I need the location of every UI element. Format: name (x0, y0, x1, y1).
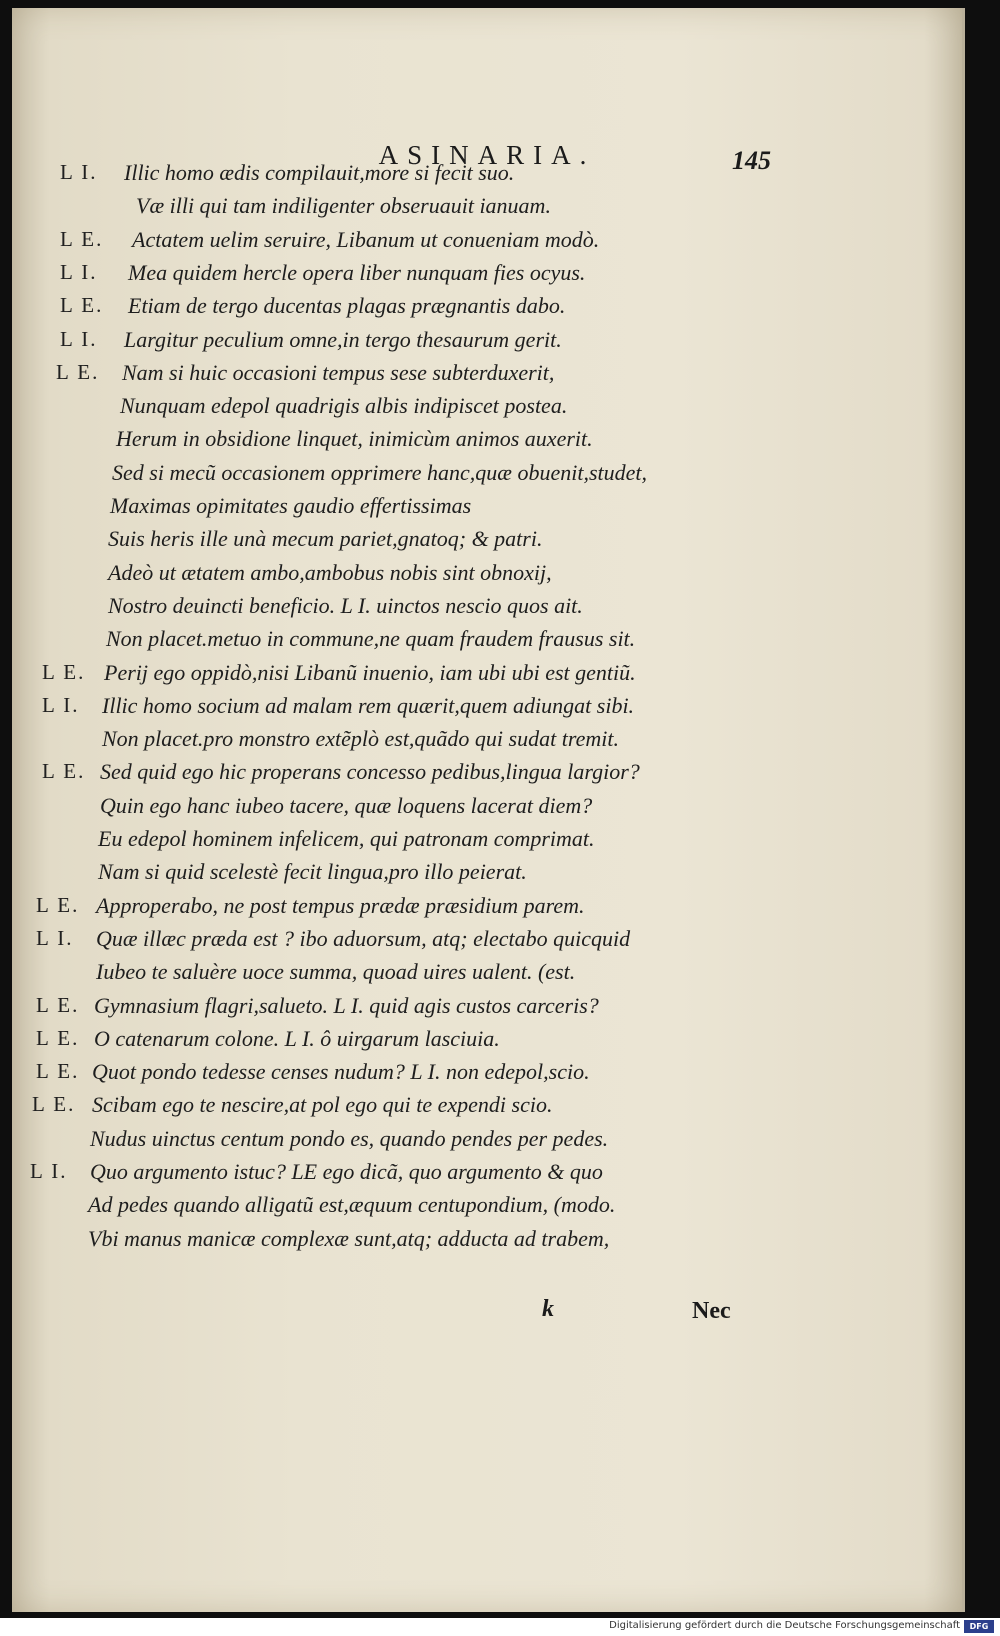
verse-text: Eu edepol hominem infelicem, qui patronam comprimat. (98, 826, 595, 851)
speaker-label: L I. (36, 925, 74, 950)
verse-text: Nostro deuincti beneficio. L I. uinctos nescio quos ait. (108, 592, 583, 618)
verse-text: Ad pedes quando alligatũ est,æquum centupondium, (modo. (88, 1192, 616, 1218)
speaker-label: L E. (36, 892, 80, 917)
verse-text: Nudus uinctus centum pondo es, quando pendes per pedes. (90, 1125, 609, 1151)
catchword: Nec (692, 1298, 731, 1324)
verse-text: Maximas opimitates gaudio effertissimas (110, 493, 472, 518)
footer-credit: Digitalisierung gefördert durch die Deutsche Forschungsgemeinschaft (609, 1620, 960, 1631)
speaker-label: L E. (60, 226, 104, 251)
verse-text: Actatem uelim seruire, Libanum ut conueniam modò. (132, 226, 600, 252)
verse-text: Herum in obsidione linquet, inimicùm animos auxerit. (116, 426, 593, 452)
speaker-label: L I. (60, 259, 98, 284)
page-number: 145 (732, 146, 771, 175)
verse-text: Largitur peculium omne,in tergo thesaurum gerit. (124, 326, 562, 352)
speaker-label: L I. (42, 692, 80, 717)
speaker-label: L E. (32, 1092, 76, 1117)
verse-text: Adeò ut ætatem ambo,ambobus nobis sint obnoxij, (108, 559, 552, 585)
verse-text: Approperabo, ne post tempus prædæ præsidium parem. (96, 892, 585, 918)
verse-text: Suis heris ille unà mecum pariet,gnatoq; & patri. (108, 526, 543, 552)
verse-text: Nunquam edepol quadrigis albis indipiscet postea. (120, 393, 568, 419)
digitization-footer (0, 1618, 1000, 1636)
verse-text: Quot pondo tedesse censes nudum? L I. non edepol,scio. (92, 1059, 590, 1085)
verse-text: O catenarum colone. L I. ô uirgarum lasciuia. (94, 1025, 500, 1051)
verse-text: Quæ illæc præda est ? ibo aduorsum, atq; electabo quicquid (96, 925, 631, 951)
verse-text: Perij ego oppidò,nisi Libanũ inuenio, iam ubi ubi est gentiũ. (104, 659, 636, 685)
running-head: ASINARIA. (378, 140, 596, 170)
verse-text: Mea quidem hercle opera liber nunquam fies ocyus. (128, 259, 586, 285)
verse-text: Væ illi qui tam indiligenter obseruauit ianuam. (136, 193, 551, 219)
speaker-label: L E. (36, 1059, 80, 1084)
verse-text: Etiam de tergo ducentas plagas prægnantis dabo. (128, 293, 566, 319)
speaker-label: L E. (60, 293, 104, 318)
verse-text: Quo argumento istuc? LE ego dicã, quo argumento & quo (90, 1159, 603, 1184)
verse-text: Sed quid ego hic properans concesso pedibus,lingua largior? (100, 759, 640, 785)
verse-text: Vbi manus manicæ complexæ sunt,atq; adducta ad trabem, (88, 1225, 610, 1251)
verse-text: Scibam ego te nescire,at pol ego qui te expendi scio. (92, 1092, 553, 1118)
speaker-label: L I. (30, 1159, 68, 1183)
verse-text: Non placet.pro monstro extẽplò est,quãdo qui sudat tremit. (102, 726, 619, 752)
speaker-label: L E. (36, 1025, 80, 1050)
speaker-label: L I. (60, 160, 98, 184)
verse-text: Sed si mecũ occasionem opprimere hanc,quæ obuenit,studet, (112, 459, 648, 485)
verse-text: Gymnasium flagri,salueto. L I. quid agis custos carceris? (94, 992, 599, 1018)
speaker-label: L E. (42, 659, 86, 684)
verse-text: Quin ego hanc iubeo tacere, quæ loquens lacerat diem? (100, 792, 593, 818)
verse-text: Nam si huic occasioni tempus sese subterduxerit, (122, 359, 555, 385)
verse-text: Nam si quid scelestè fecit lingua,pro illo peierat. (98, 859, 527, 885)
signature-mark: k (542, 1296, 554, 1322)
speaker-label: L E. (42, 759, 86, 784)
speaker-label: L E. (56, 359, 100, 384)
dfg-logo: DFG (964, 1620, 994, 1633)
book-page (12, 8, 965, 1612)
verse-text: Iubeo te saluère uoce summa, quoad uires ualent. (est. (96, 959, 576, 985)
verse-text: Non placet.metuo in commune,ne quam fraudem frausus sit. (106, 626, 636, 652)
speaker-label: L I. (60, 326, 98, 351)
verse-text: Illic homo ædis compilauit,more si fecit suo. (124, 160, 515, 185)
speaker-label: L E. (36, 992, 80, 1017)
verse-text: Illic homo socium ad malam rem quærit,quem adiungat sibi. (102, 692, 635, 718)
